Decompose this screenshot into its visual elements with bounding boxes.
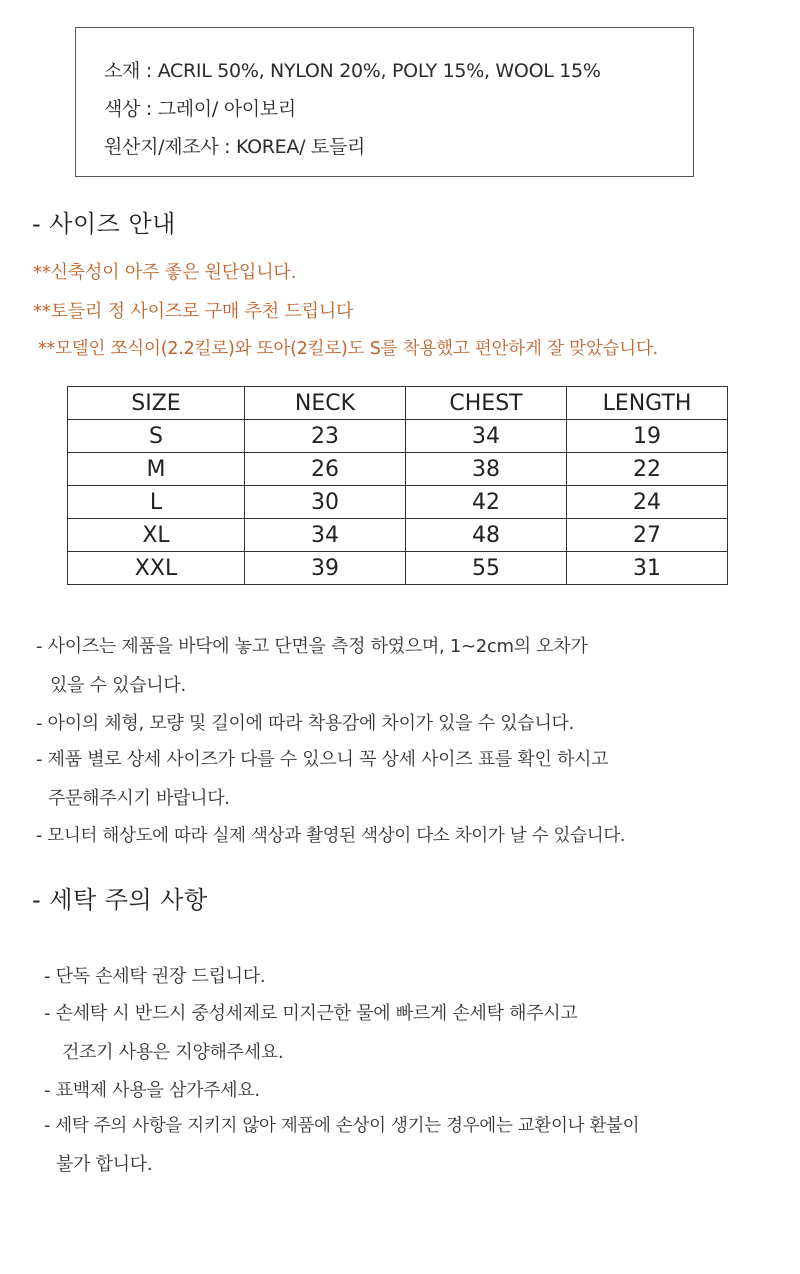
cell-chest: 55: [406, 552, 567, 585]
product-info-box: [75, 27, 694, 177]
cell-chest: 48: [406, 519, 567, 552]
cell-size: XXL: [68, 552, 245, 585]
table-row: [68, 486, 728, 519]
cell-length: 31: [567, 552, 728, 585]
cell-size: S: [68, 420, 245, 453]
cell-size: M: [68, 453, 245, 486]
care-note: - 표백제 사용을 삼가주세요.: [44, 1080, 260, 1101]
care-note: - 단독 손세탁 권장 드립니다.: [44, 966, 266, 987]
table-row: [68, 420, 728, 453]
header-size: SIZE: [68, 387, 245, 420]
cell-chest: 42: [406, 486, 567, 519]
header-length: LENGTH: [567, 387, 728, 420]
cell-size: XL: [68, 519, 245, 552]
color-text: 색상 : 그레이/ 아이보리: [104, 98, 296, 120]
care-note: - 세탁 주의 사항을 지키지 않아 제품에 손상이 생기는 경우에는 교환이나 환불이: [44, 1116, 640, 1136]
care-heading: - 세탁 주의 사항: [32, 886, 208, 914]
stretch-note: **신축성이 아주 좋은 원단입니다.: [33, 262, 297, 283]
fit-difference-note: - 아이의 체형, 모량 및 길이에 따라 착용감에 차이가 있을 수 있습니다.: [36, 713, 575, 734]
size-guide-heading: - 사이즈 안내: [32, 210, 176, 238]
table-row: [68, 453, 728, 486]
size-chart-note-cont: 주문해주시기 바랍니다.: [48, 788, 230, 809]
cell-size: L: [68, 486, 245, 519]
size-recommend-note: **토들리 정 사이즈로 구매 추천 드립니다: [33, 301, 354, 322]
cell-length: 22: [567, 453, 728, 486]
cell-chest: 34: [406, 420, 567, 453]
cell-length: 19: [567, 420, 728, 453]
cell-neck: 34: [245, 519, 406, 552]
size-table: [67, 386, 728, 585]
cell-neck: 39: [245, 552, 406, 585]
table-row: [68, 519, 728, 552]
material-text: 소재 : ACRIL 50%, NYLON 20%, POLY 15%, WOOL 15%: [104, 60, 601, 82]
measure-note: - 사이즈는 제품을 바닥에 놓고 단면을 측정 하였으며, 1~2cm의 오차가: [36, 636, 588, 657]
cell-neck: 23: [245, 420, 406, 453]
care-note-cont: 불가 합니다.: [56, 1154, 153, 1175]
cell-length: 27: [567, 519, 728, 552]
care-note-cont: 건조기 사용은 지양해주세요.: [62, 1042, 284, 1063]
measure-note-cont: 있을 수 있습니다.: [50, 675, 186, 696]
cell-neck: 26: [245, 453, 406, 486]
cell-chest: 38: [406, 453, 567, 486]
cell-neck: 30: [245, 486, 406, 519]
model-fit-note: **모델인 쪼식이(2.2킬로)와 또아(2킬로)도 S를 착용했고 편안하게 잘 맞았습니다.: [38, 339, 659, 359]
origin-text: 원산지/제조사 : KOREA/ 토들리: [104, 136, 366, 158]
table-row: [68, 552, 728, 585]
header-neck: NECK: [245, 387, 406, 420]
table-header-row: [68, 387, 728, 420]
monitor-color-note: - 모니터 해상도에 따라 실제 색상과 촬영된 색상이 다소 차이가 날 수 있습니다.: [36, 826, 626, 846]
care-note: - 손세탁 시 반드시 중성세제로 미지근한 물에 빠르게 손세탁 해주시고: [44, 1003, 578, 1024]
cell-length: 24: [567, 486, 728, 519]
header-chest: CHEST: [406, 387, 567, 420]
size-chart-note: - 제품 별로 상세 사이즈가 다를 수 있으니 꼭 상세 사이즈 표를 확인 하시고: [36, 749, 609, 770]
